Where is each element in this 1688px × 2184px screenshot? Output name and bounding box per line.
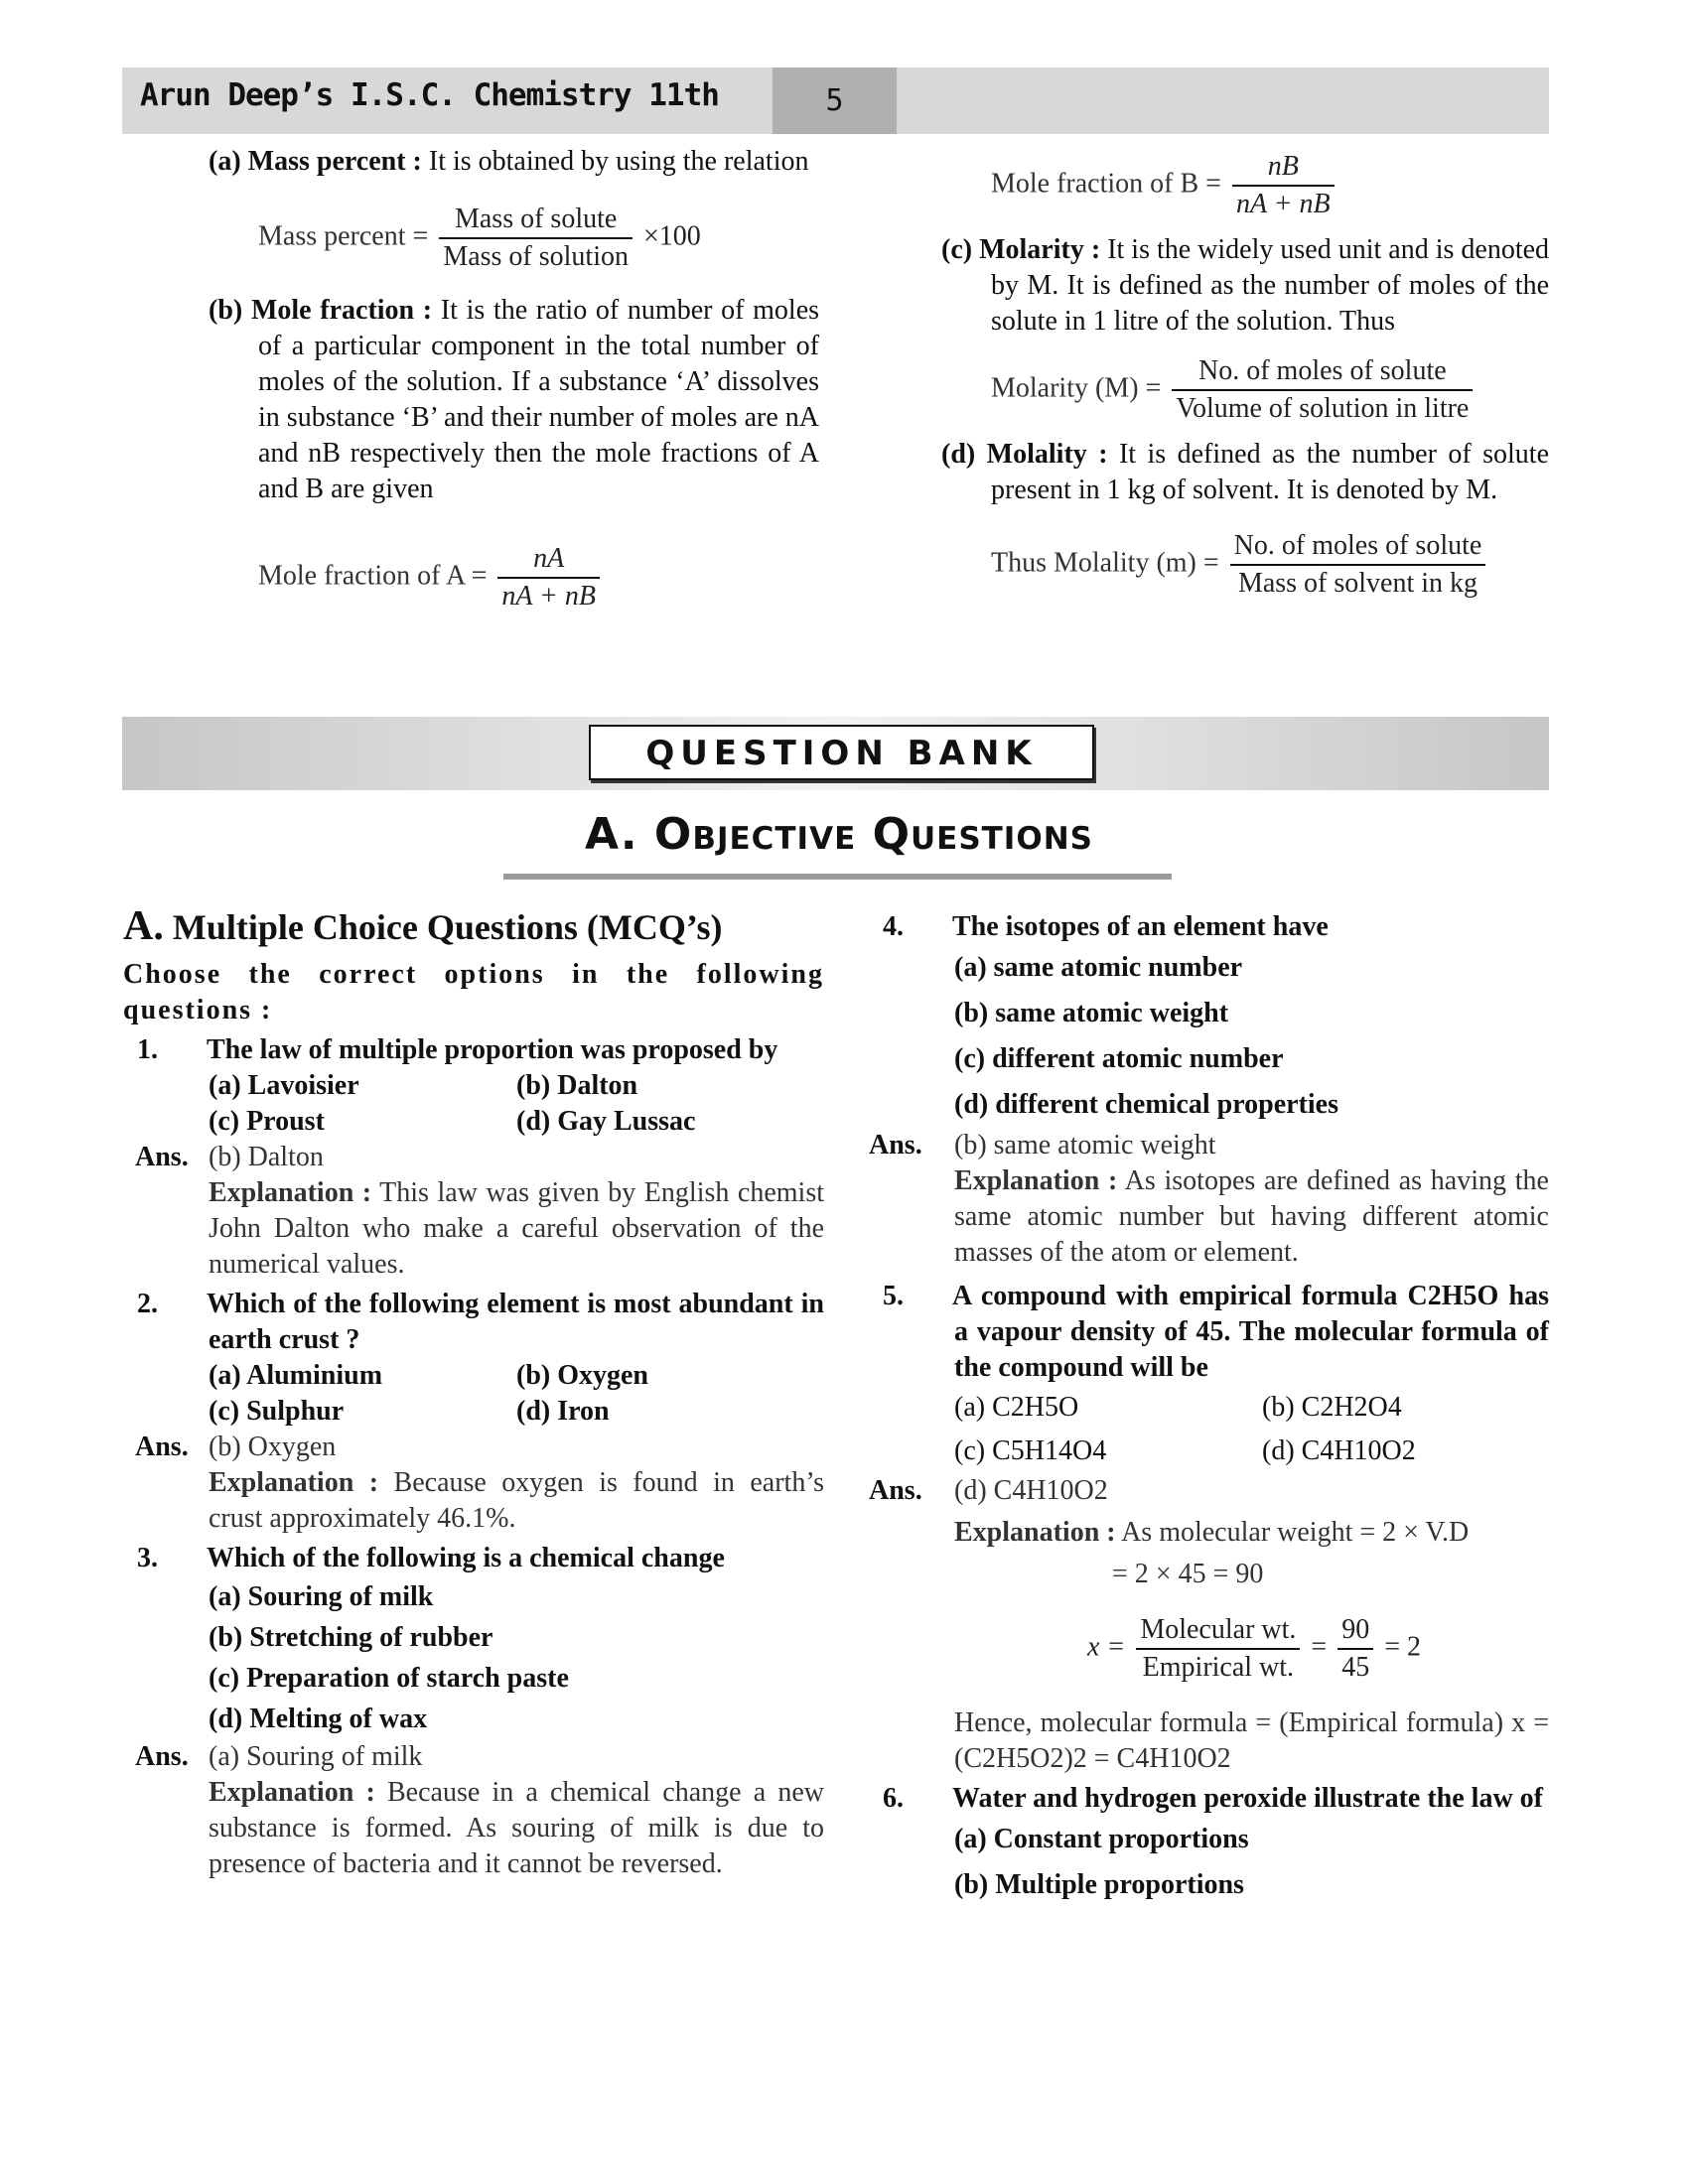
definition-text: It is obtained by using the relation (428, 146, 809, 177)
explanation-text: Because in a chemical change a new substance is formed. As souring of milk is due to presence of bacteria and it cannot be reversed. (209, 1777, 824, 1879)
mcq-right-column (869, 905, 1549, 1908)
equals-sign: = (1145, 372, 1162, 404)
answer (869, 1473, 1549, 1509)
item-label: (b) (209, 295, 243, 326)
explanation-label: Explanation : (954, 1165, 1118, 1196)
formula-lhs: Mole fraction of A (258, 560, 465, 592)
definition-text: It is the widely used unit and is denoted by M. It is defined as the number of moles of the solute in 1 litre of the solution. Thus (991, 234, 1550, 337)
fraction (1172, 353, 1473, 427)
question-text (869, 1279, 1549, 1386)
explanation-text: Because oxygen is found in earth’s crust approximately 46.1%. (209, 1467, 825, 1534)
explanation (123, 1775, 824, 1882)
question-body: The law of multiple proportion was proposed by (207, 1034, 778, 1065)
molality-formula (991, 528, 1549, 602)
page-number: 5 (773, 68, 897, 134)
option-b: (b) Oxygen (516, 1360, 648, 1391)
option-a: (a) C2H5O (954, 1392, 1079, 1423)
definition-text: It is defined as the number of solute present in 1 kg of solvent. It is denoted by M. (991, 439, 1550, 505)
answer-value: (b) Dalton (209, 1142, 324, 1172)
explanation-text: As isotopes are defined as having the same atomic number but having different atomic masses of the atom or element. (954, 1165, 1549, 1268)
explanation-label: Explanation : (209, 1177, 372, 1208)
formula-lhs: x = (1087, 1631, 1126, 1663)
formula-lhs: Mole fraction of B (991, 168, 1199, 200)
answer-label: Ans. (135, 1741, 189, 1772)
fraction (497, 541, 600, 614)
question-body: Which of the following is a chemical change (207, 1543, 725, 1573)
denominator: nA + nB (501, 581, 597, 612)
question-bank-title: QUESTION BANK (589, 725, 1094, 780)
answer-label: Ans. (135, 1432, 189, 1462)
explanation-text: As molecular weight = 2 × V.D (1121, 1517, 1470, 1548)
denominator: Mass of solvent in kg (1237, 568, 1478, 599)
answer-label: Ans. (869, 1130, 922, 1160)
option-a: (a) same atomic number (954, 952, 1243, 983)
question-body: A compound with empirical formula C2H5O has a vapour density of 45. The molecular formula of the compound will be (952, 1281, 1549, 1383)
result: = 2 (1384, 1631, 1421, 1663)
explanation (869, 1163, 1549, 1271)
question-number: 1. (137, 1034, 158, 1065)
ratio-formula (869, 1612, 1549, 1686)
definition-text: It is the ratio of number of moles of a particular component in the total number of moles of the solution. If a substance ‘A’ dissolves in substance ‘B’ and their number of moles are nA and nB respectively then the mole fractions of A and B are given (258, 295, 820, 504)
answer-label: Ans. (135, 1142, 189, 1172)
option-b: (b) C2H2O4 (1262, 1392, 1402, 1423)
answer-value: (b) same atomic weight (954, 1130, 1216, 1160)
item-label: (d) (941, 439, 976, 470)
answer (123, 1430, 824, 1465)
section-title: A. Objective Questions (585, 809, 1093, 860)
options (123, 1576, 824, 1739)
option-d: (d) C4H10O2 (1262, 1435, 1416, 1466)
equals-sign: = (1311, 1631, 1328, 1663)
question-number: 3. (137, 1543, 158, 1573)
question-6 (869, 1781, 1549, 1908)
option-d: (d) Iron (516, 1396, 610, 1427)
denominator: Empirical wt. (1142, 1652, 1295, 1683)
question-body: Which of the following element is most abundant in earth crust ? (207, 1289, 824, 1355)
option-d: (d) different chemical properties (954, 1089, 1338, 1120)
equals-sign: = (412, 220, 429, 252)
top-right-column (941, 149, 1549, 602)
heading-letter: A. (123, 903, 164, 949)
option-b: (b) Stretching of rubber (209, 1622, 493, 1653)
numerator: 90 (1337, 1612, 1373, 1650)
numerator: Molecular wt. (1136, 1612, 1300, 1650)
denominator: 45 (1341, 1652, 1370, 1683)
answer-value: (d) C4H10O2 (954, 1475, 1108, 1506)
options (123, 1358, 824, 1430)
option-b: (b) Dalton (516, 1070, 638, 1101)
term: Molarity : (979, 234, 1101, 265)
mass-percent-formula (258, 202, 819, 275)
question-text (123, 1287, 824, 1358)
answer-value: (b) Oxygen (209, 1432, 337, 1462)
answer-value: (a) Souring of milk (209, 1741, 423, 1772)
question-bank-banner (122, 717, 1549, 790)
fraction (1232, 149, 1335, 222)
question-body: The isotopes of an element have (952, 911, 1329, 942)
question-number: 2. (137, 1289, 158, 1319)
question-3 (123, 1541, 824, 1882)
equals-sign: = (471, 560, 488, 592)
option-b: (b) same atomic weight (954, 998, 1229, 1028)
top-left-column (209, 144, 819, 632)
options (123, 1068, 824, 1140)
fraction-values (1337, 1612, 1373, 1686)
option-c: (c) Preparation of starch paste (209, 1663, 569, 1694)
answer-label: Ans. (869, 1475, 922, 1506)
question-text (869, 1781, 1549, 1817)
heading-text: Multiple Choice Questions (MCQ’s) (172, 907, 723, 947)
question-2 (123, 1287, 824, 1537)
option-c: (c) different atomic number (954, 1043, 1284, 1074)
explanation (869, 1515, 1549, 1551)
option-a: (a) Constant proportions (954, 1824, 1249, 1854)
molality-def (941, 437, 1549, 508)
option-b: (b) Multiple proportions (954, 1869, 1244, 1900)
multiplier: ×100 (643, 220, 701, 252)
formula-lhs: Mass percent (258, 220, 406, 252)
numerator: No. of moles of solute (1230, 528, 1486, 566)
mole-fraction-def (209, 293, 819, 507)
mass-percent-def (209, 144, 819, 180)
answer (869, 1128, 1549, 1163)
numerator: Mass of solute (439, 202, 633, 239)
conclusion: Hence, molecular formula = (Empirical formula) x = (C2H5O2)2 = C4H10O2 (954, 1707, 1549, 1774)
question-body: Water and hydrogen peroxide illustrate the law of (952, 1783, 1543, 1814)
question-4 (869, 909, 1549, 1271)
denominator: nA + nB (1235, 189, 1331, 219)
explanation-text: This law was given by English chemist John Dalton who make a careful observation of the numerical values. (209, 1177, 824, 1280)
option-c: (c) Proust (209, 1106, 325, 1137)
fraction (439, 202, 633, 275)
option-c: (c) Sulphur (209, 1396, 345, 1427)
equals-sign: = (1205, 168, 1221, 200)
item-label: (a) (209, 146, 241, 177)
numerator: nB (1232, 149, 1335, 187)
question-number: 5. (883, 1281, 904, 1311)
question-5 (869, 1279, 1549, 1777)
running-header (122, 68, 1549, 134)
question-number: 6. (883, 1783, 904, 1814)
instructions: Choose the correct options in the following questions : (123, 959, 824, 1025)
fraction (1230, 528, 1486, 602)
numerator: nA (497, 541, 600, 579)
formula-lhs: Thus Molality (m) (991, 547, 1196, 579)
option-d: (d) Gay Lussac (516, 1106, 696, 1137)
options (869, 1386, 1549, 1473)
molarity-formula (991, 353, 1549, 427)
answer (123, 1140, 824, 1175)
numerator: No. of moles of solute (1172, 353, 1473, 391)
denominator: Mass of solution (443, 241, 629, 272)
mole-fraction-b-formula (991, 149, 1549, 222)
explanation-label: Explanation : (954, 1517, 1116, 1548)
fraction (1136, 1612, 1300, 1686)
molarity-def (941, 232, 1549, 340)
options (869, 945, 1549, 1128)
section-title-underline (503, 874, 1172, 880)
option-d: (d) Melting of wax (209, 1704, 428, 1734)
explanation (123, 1465, 824, 1537)
mcq-left-column (123, 903, 825, 1882)
question-number: 4. (883, 911, 904, 942)
item-label: (c) (941, 234, 973, 265)
option-a: (a) Souring of milk (209, 1581, 434, 1612)
book-title: Arun Deep’s I.S.C. Chemistry 11th (140, 77, 719, 113)
term: Mole fraction : (250, 295, 433, 326)
option-a: (a) Aluminium (209, 1360, 383, 1391)
options (869, 1817, 1549, 1908)
explanation-label: Explanation : (209, 1467, 379, 1498)
formula-lhs: Molarity (M) (991, 372, 1139, 404)
equals-sign: = (1202, 547, 1219, 579)
term: Molality : (986, 439, 1108, 470)
question-1 (123, 1032, 824, 1283)
explanation-label: Explanation : (209, 1777, 375, 1808)
answer (123, 1739, 824, 1775)
mole-fraction-a-formula (258, 541, 819, 614)
calculation-step: = 2 × 45 = 90 (1112, 1559, 1264, 1589)
option-a: (a) Lavoisier (209, 1070, 359, 1101)
question-text (869, 909, 1549, 945)
question-text (123, 1541, 824, 1576)
mcq-heading (123, 903, 824, 949)
denominator: Volume of solution in litre (1176, 393, 1470, 424)
option-c: (c) C5H14O4 (954, 1435, 1107, 1466)
term: Mass percent : (247, 146, 422, 177)
explanation (123, 1175, 824, 1283)
question-text (123, 1032, 824, 1068)
